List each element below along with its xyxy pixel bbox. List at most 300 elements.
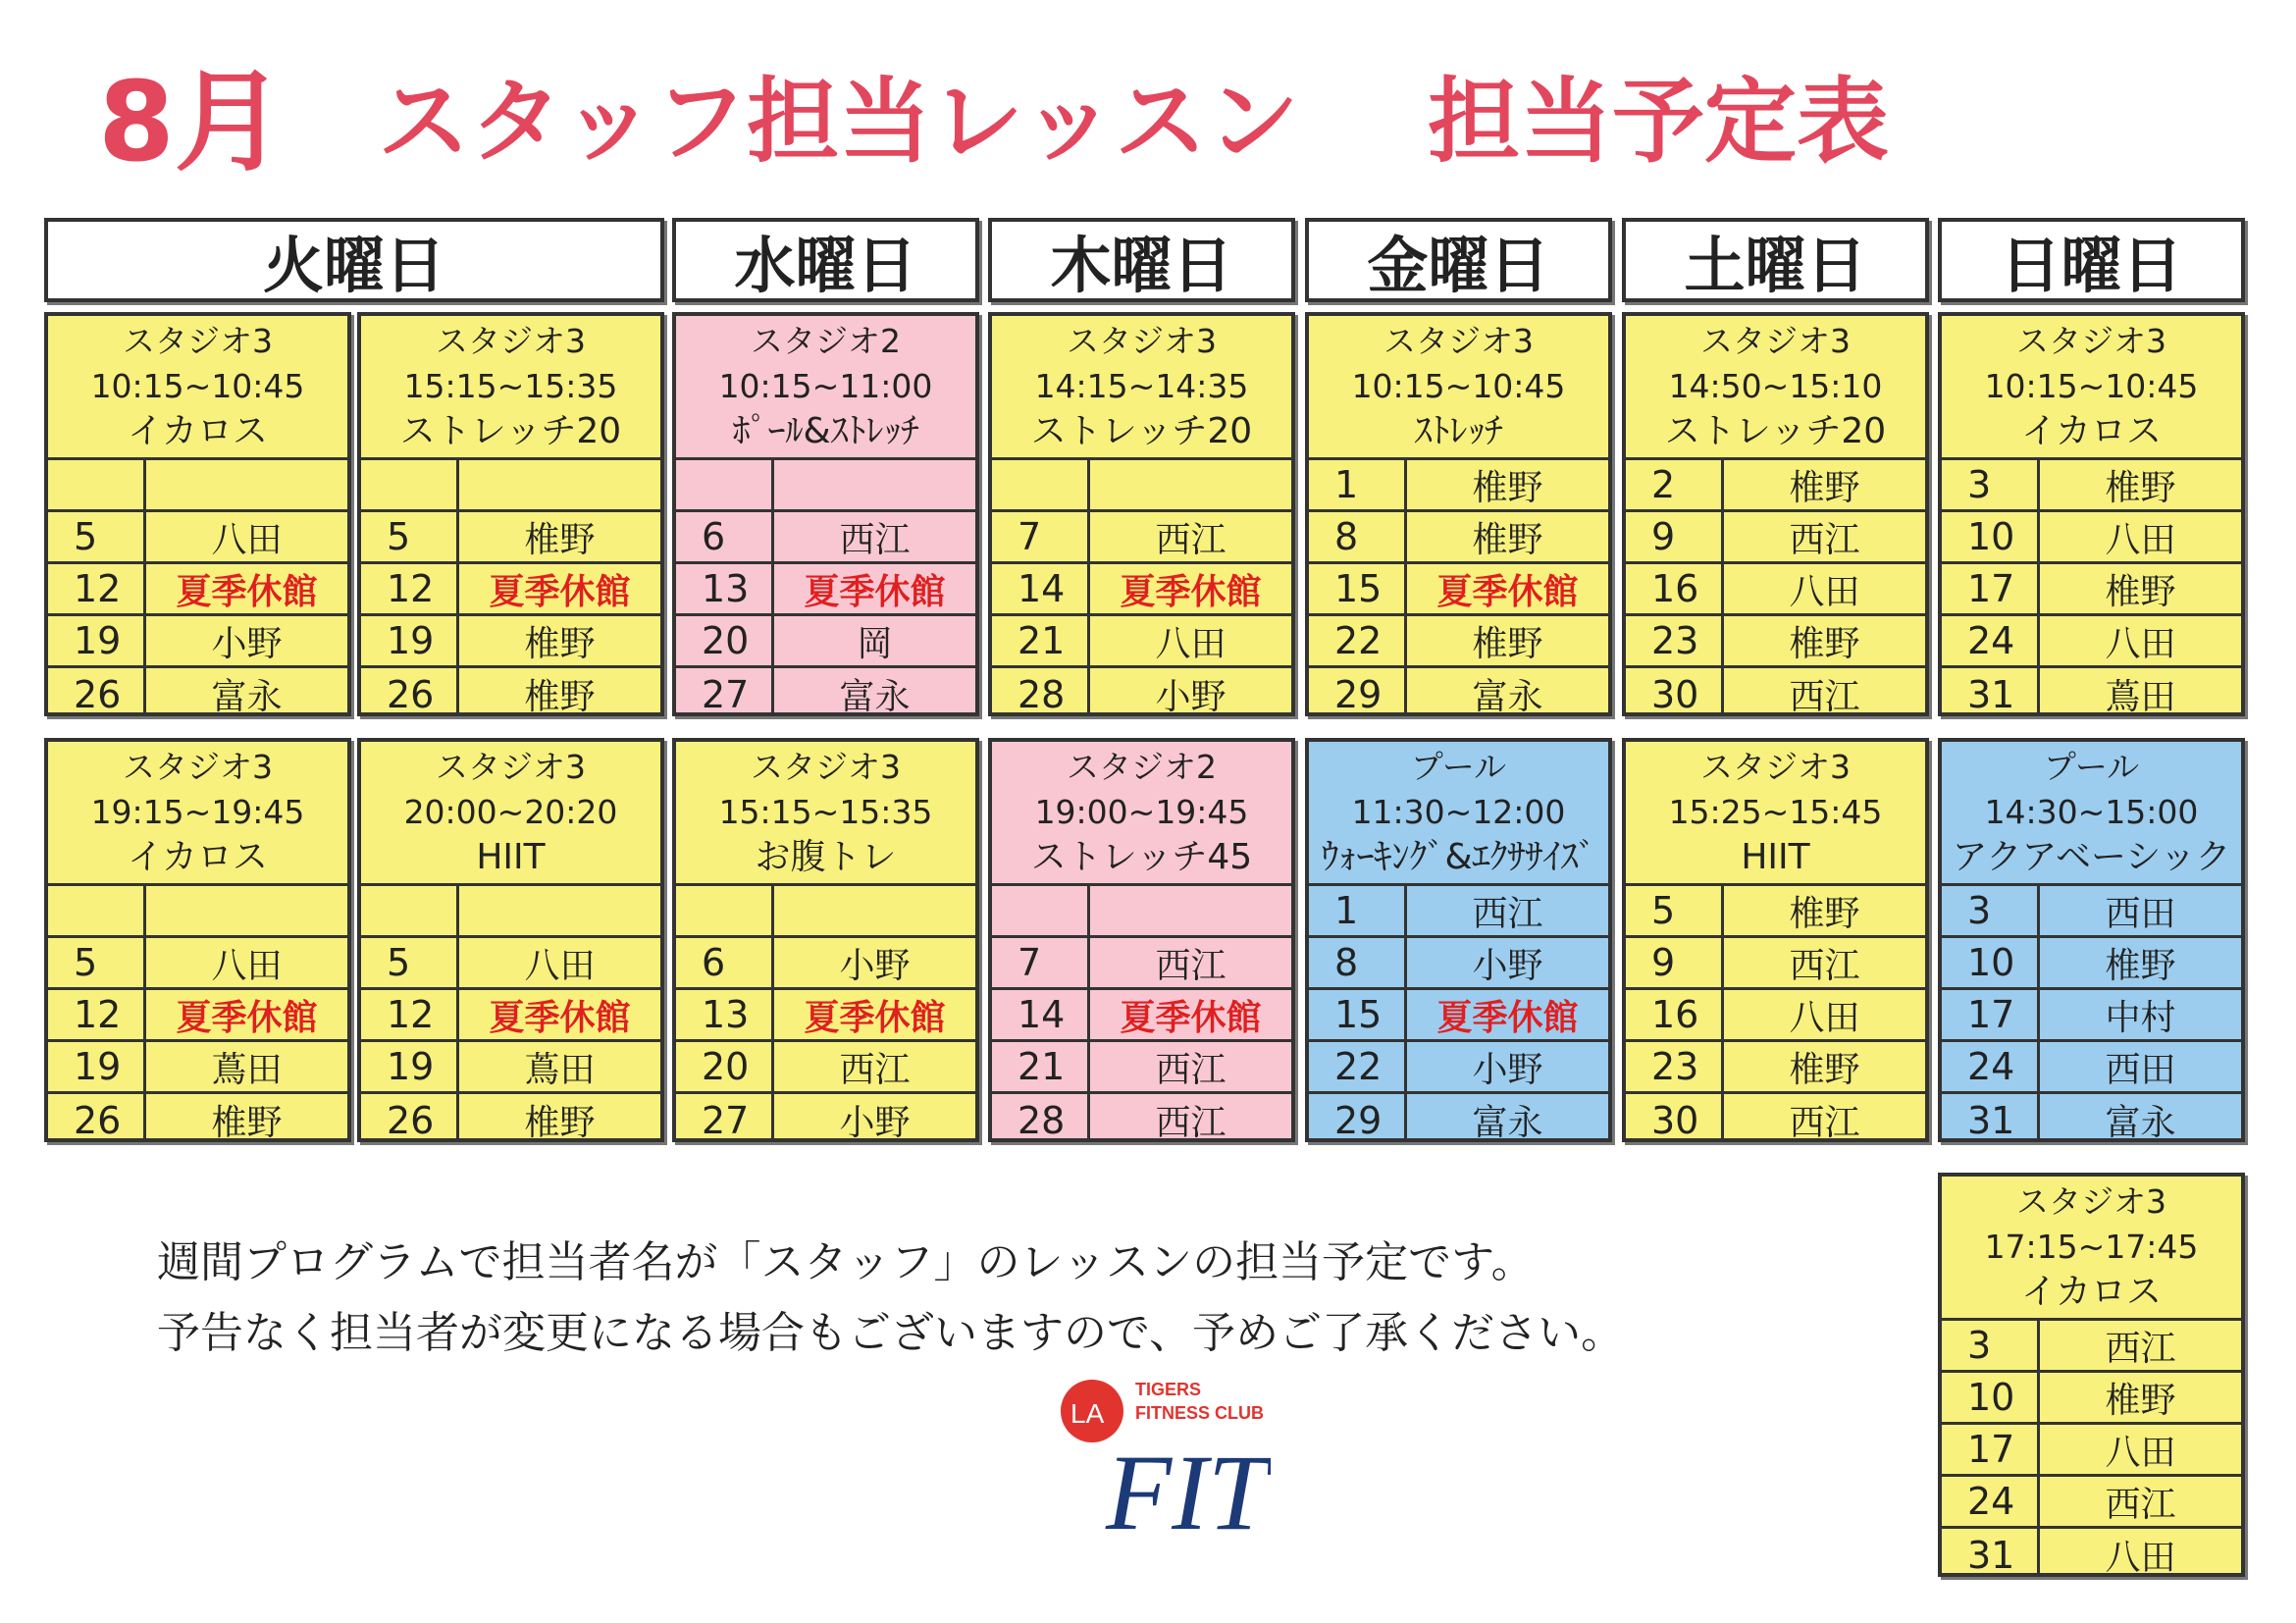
lesson-name: お腹トレ: [755, 837, 897, 877]
schedule-row: [361, 460, 660, 512]
date-cell: 21: [992, 1042, 1090, 1091]
closed-cell: 夏季休館: [804, 571, 946, 612]
schedule-row: [48, 938, 347, 990]
schedule-row: [361, 564, 660, 616]
date-cell: 14: [992, 990, 1090, 1039]
lesson-name: ﾎﾟｰﾙ&ｽﾄﾚｯﾁ: [732, 411, 919, 451]
schedule-row: [1942, 1042, 2241, 1094]
closed-cell: 夏季休館: [489, 571, 631, 612]
schedule-row: [676, 564, 975, 616]
studio-name: スタジオ3: [1700, 748, 1851, 786]
instructor-cell: 西江: [839, 1049, 911, 1090]
day-header-saturday: 土曜日: [1622, 218, 1929, 302]
closed-cell: 夏季休館: [489, 997, 631, 1038]
instructor-cell: [774, 886, 975, 935]
studio-name: スタジオ3: [2016, 1182, 2166, 1221]
lesson-time: 10:15~10:45: [1984, 367, 2199, 405]
date-cell: 19: [48, 616, 146, 665]
instructor-cell: 八田: [2105, 623, 2176, 664]
schedule-row: [1626, 886, 1925, 938]
club-logo: [1055, 1372, 1271, 1564]
date-cell: 31: [1942, 668, 2040, 716]
instructor-cell: 八田: [2105, 1432, 2176, 1473]
date-cell: [361, 886, 459, 935]
instructor-cell: 蔦田: [2105, 677, 2176, 716]
date-cell: 15: [1309, 990, 1407, 1039]
date-cell: 7: [992, 938, 1090, 987]
date-cell: [361, 460, 459, 509]
lesson-header: [48, 316, 347, 460]
date-cell: 23: [1626, 616, 1724, 665]
lesson-time: 19:00~19:45: [1034, 793, 1249, 831]
closed-cell: 夏季休館: [1120, 571, 1262, 612]
schedule-row: [1309, 938, 1608, 990]
studio-name: スタジオ2: [1067, 748, 1217, 786]
lesson-name: イカロス: [128, 411, 268, 451]
date-cell: [992, 460, 1090, 509]
lesson-time: 19:15~19:45: [90, 793, 305, 831]
lesson-header: [676, 742, 975, 886]
lesson-time: 14:50~15:10: [1668, 367, 1883, 405]
date-cell: 24: [1942, 1042, 2040, 1091]
date-cell: 31: [1942, 1094, 2040, 1142]
lesson-time: 14:15~14:35: [1034, 367, 1249, 405]
instructor-cell: [459, 886, 660, 935]
date-cell: 29: [1309, 1094, 1407, 1142]
date-cell: 20: [676, 616, 774, 665]
schedule-row: [676, 512, 975, 564]
studio-name: スタジオ3: [123, 322, 273, 360]
lesson-header: [992, 742, 1291, 886]
instructor-cell: 岡: [857, 623, 893, 664]
date-cell: 5: [1626, 886, 1724, 935]
date-cell: 6: [676, 938, 774, 987]
schedule-row: [1942, 564, 2241, 616]
note-line-1: 週間プログラムで担当者名が「スタッフ」のレッスンの担当予定です。: [157, 1237, 1535, 1287]
lesson-name: イカロス: [2021, 1272, 2162, 1312]
date-cell: 12: [361, 990, 459, 1039]
logo-mark: FIT: [1106, 1433, 1268, 1552]
lesson-time: 15:25~15:45: [1668, 793, 1883, 831]
date-cell: 12: [48, 990, 146, 1039]
schedule-row: [992, 886, 1291, 938]
lesson-card: [1938, 1173, 2245, 1577]
lesson-header: [48, 742, 347, 886]
date-cell: 5: [361, 512, 459, 561]
date-cell: 5: [48, 512, 146, 561]
date-cell: 7: [992, 512, 1090, 561]
schedule-row: [1309, 990, 1608, 1042]
date-cell: 10: [1942, 1373, 2040, 1422]
schedule-row: [1309, 460, 1608, 512]
date-cell: 3: [1942, 460, 2040, 509]
date-cell: 17: [1942, 1425, 2040, 1474]
schedule-row: [1942, 1094, 2241, 1142]
studio-name: スタジオ3: [2016, 322, 2166, 360]
schedule-row: [48, 1094, 347, 1142]
instructor-cell: 西江: [1155, 945, 1226, 986]
lesson-card: [44, 312, 351, 716]
lesson-card: [1938, 738, 2245, 1142]
lesson-time: 10:15~11:00: [718, 367, 933, 405]
schedule-row: [1309, 512, 1608, 564]
schedule-row: [1626, 616, 1925, 668]
instructor-cell: 小野: [839, 945, 911, 986]
instructor-cell: 椎野: [1472, 519, 1543, 560]
lesson-name: HIIT: [1741, 837, 1810, 877]
instructor-cell: 富永: [2105, 1103, 2176, 1142]
instructor-cell: 小野: [1155, 677, 1226, 716]
instructor-cell: 富永: [839, 677, 911, 716]
instructor-cell: 椎野: [1472, 467, 1543, 508]
day-header-thursday: 木曜日: [988, 218, 1295, 302]
schedule-row: [1942, 668, 2241, 716]
date-cell: 5: [361, 938, 459, 987]
lesson-card: [1622, 312, 1929, 716]
date-cell: 12: [48, 564, 146, 613]
schedule-row: [676, 886, 975, 938]
schedule-row: [1942, 1529, 2241, 1577]
date-cell: 6: [676, 512, 774, 561]
schedule-row: [48, 564, 347, 616]
note-line-2: 予告なく担当者が変更になる場合もございますので、予めご了承ください。: [157, 1308, 1625, 1358]
instructor-cell: 椎野: [524, 677, 596, 716]
studio-name: スタジオ3: [751, 748, 901, 786]
lesson-card: [672, 738, 979, 1142]
schedule-row: [1942, 1477, 2241, 1529]
instructor-cell: 八田: [1789, 571, 1860, 612]
date-cell: 21: [992, 616, 1090, 665]
schedule-row: [361, 1094, 660, 1142]
schedule-row: [1309, 564, 1608, 616]
logo-line-2: FITNESS CLUB: [1135, 1403, 1265, 1423]
lesson-card: [988, 738, 1295, 1142]
schedule-row: [992, 616, 1291, 668]
lesson-name: ストレッチ45: [1030, 837, 1253, 877]
date-cell: 8: [1309, 938, 1407, 987]
instructor-cell: 椎野: [1789, 623, 1860, 664]
schedule-row: [676, 616, 975, 668]
date-cell: 29: [1309, 668, 1407, 716]
instructor-cell: 小野: [1472, 945, 1543, 986]
schedule-row: [1626, 990, 1925, 1042]
instructor-cell: 椎野: [1789, 467, 1860, 508]
schedule-row: [1626, 1042, 1925, 1094]
schedule-row: [361, 668, 660, 716]
date-cell: 10: [1942, 512, 2040, 561]
instructor-cell: 椎野: [2105, 571, 2176, 612]
lesson-time: 17:15~17:45: [1984, 1228, 2199, 1266]
closed-cell: 夏季休館: [804, 997, 946, 1038]
instructor-cell: 椎野: [1789, 1049, 1860, 1090]
day-header-sunday: 日曜日: [1938, 218, 2245, 302]
schedule-row: [48, 460, 347, 512]
instructor-cell: 中村: [2105, 997, 2176, 1038]
closed-cell: 夏季休館: [1120, 997, 1262, 1038]
date-cell: 10: [1942, 938, 2040, 987]
date-cell: 30: [1626, 668, 1724, 716]
instructor-cell: 八田: [524, 945, 596, 986]
instructor-cell: [774, 460, 975, 509]
schedule-row: [48, 668, 347, 716]
schedule-row: [1309, 616, 1608, 668]
date-cell: 27: [676, 668, 774, 716]
schedule-row: [1309, 668, 1608, 716]
date-cell: 19: [48, 1042, 146, 1091]
schedule-row: [992, 938, 1291, 990]
instructor-cell: 富永: [1472, 1103, 1543, 1142]
date-cell: 1: [1309, 886, 1407, 935]
schedule-row: [1309, 886, 1608, 938]
studio-name: スタジオ3: [436, 322, 586, 360]
lesson-header: [676, 316, 975, 460]
schedule-row: [361, 938, 660, 990]
lesson-header: [992, 316, 1291, 460]
date-cell: 16: [1626, 564, 1724, 613]
date-cell: 27: [676, 1094, 774, 1142]
lesson-header: [361, 742, 660, 886]
schedule-row: [1942, 616, 2241, 668]
schedule-row: [361, 616, 660, 668]
date-cell: 19: [361, 616, 459, 665]
instructor-cell: 西田: [2105, 893, 2176, 934]
schedule-row: [1626, 668, 1925, 716]
schedule-row: [1942, 460, 2241, 512]
schedule-row: [48, 616, 347, 668]
lesson-name: イカロス: [128, 837, 268, 877]
title-main: スタッフ担当レッスン: [378, 69, 1300, 176]
instructor-cell: 西江: [1155, 519, 1226, 560]
date-cell: 3: [1942, 1321, 2040, 1370]
date-cell: 26: [48, 668, 146, 716]
date-cell: [676, 886, 774, 935]
lesson-header: [1942, 742, 2241, 886]
lesson-header: [1626, 316, 1925, 460]
lesson-name: ストレッチ20: [1030, 411, 1253, 451]
schedule-row: [992, 460, 1291, 512]
lesson-card: [357, 738, 664, 1142]
date-cell: 13: [676, 990, 774, 1039]
studio-name: スタジオ3: [436, 748, 586, 786]
studio-name: スタジオ3: [123, 748, 273, 786]
date-cell: 20: [676, 1042, 774, 1091]
lesson-name: ストレッチ20: [399, 411, 622, 451]
schedule-row: [1626, 460, 1925, 512]
lesson-header: [1626, 742, 1925, 886]
date-cell: 26: [361, 1094, 459, 1142]
instructor-cell: 西江: [1789, 519, 1860, 560]
lesson-card: [1622, 738, 1929, 1142]
date-cell: 9: [1626, 512, 1724, 561]
instructor-cell: 西江: [1789, 1103, 1860, 1142]
schedule-row: [48, 886, 347, 938]
lesson-card: [988, 312, 1295, 716]
day-header-wednesday: 水曜日: [672, 218, 979, 302]
date-cell: 14: [992, 564, 1090, 613]
schedule-row: [676, 668, 975, 716]
instructor-cell: 椎野: [1472, 623, 1543, 664]
lesson-card: [44, 738, 351, 1142]
lesson-name: ｳｫｰｷﾝｸﾞ&ｴｸｻｻｲｽﾞ: [1321, 837, 1596, 877]
schedule-row: [361, 990, 660, 1042]
schedule-row: [48, 512, 347, 564]
schedule-row: [1626, 938, 1925, 990]
date-cell: 24: [1942, 1477, 2040, 1526]
instructor-cell: 八田: [2105, 1538, 2176, 1577]
date-cell: 31: [1942, 1529, 2040, 1577]
instructor-cell: [459, 460, 660, 509]
date-cell: 3: [1942, 886, 2040, 935]
lesson-time: 15:15~15:35: [718, 793, 933, 831]
closed-cell: 夏季休館: [176, 571, 318, 612]
day-header-tuesday: 火曜日: [44, 218, 664, 302]
lesson-card: [1305, 312, 1612, 716]
schedule-row: [48, 1042, 347, 1094]
date-cell: 5: [48, 938, 146, 987]
studio-name: スタジオ3: [1383, 322, 1534, 360]
day-header-friday: 金曜日: [1305, 218, 1612, 302]
lesson-time: 10:15~10:45: [90, 367, 305, 405]
lesson-name: HIIT: [476, 837, 546, 877]
instructor-cell: 八田: [211, 519, 283, 560]
lesson-time: 10:15~10:45: [1351, 367, 1566, 405]
date-cell: 16: [1626, 990, 1724, 1039]
lesson-header: [361, 316, 660, 460]
instructor-cell: 椎野: [524, 623, 596, 664]
instructor-cell: 富永: [1472, 677, 1543, 716]
instructor-cell: 椎野: [2105, 945, 2176, 986]
date-cell: [48, 460, 146, 509]
instructor-cell: 八田: [2105, 519, 2176, 560]
date-cell: [992, 886, 1090, 935]
schedule-row: [1942, 1425, 2241, 1477]
instructor-cell: [146, 460, 347, 509]
schedule-row: [361, 512, 660, 564]
lesson-time: 20:00~20:20: [403, 793, 618, 831]
instructor-cell: 小野: [211, 623, 283, 664]
lesson-name: ストレッチ20: [1664, 411, 1887, 451]
schedule-row: [1942, 1373, 2241, 1425]
lesson-time: 15:15~15:35: [403, 367, 618, 405]
instructor-cell: 椎野: [2105, 467, 2176, 508]
date-cell: 9: [1626, 938, 1724, 987]
instructor-cell: 小野: [839, 1103, 911, 1142]
date-cell: [48, 886, 146, 935]
schedule-row: [992, 668, 1291, 716]
instructor-cell: 西江: [839, 519, 911, 560]
date-cell: 2: [1626, 460, 1724, 509]
schedule-row: [1942, 886, 2241, 938]
instructor-cell: 椎野: [524, 1103, 596, 1142]
instructor-cell: 西江: [2105, 1484, 2176, 1525]
logo-la: LA: [1070, 1398, 1105, 1429]
schedule-row: [1309, 1042, 1608, 1094]
date-cell: 15: [1309, 564, 1407, 613]
lesson-card: [672, 312, 979, 716]
date-cell: 23: [1626, 1042, 1724, 1091]
instructor-cell: 椎野: [524, 519, 596, 560]
schedule-row: [992, 1094, 1291, 1142]
schedule-row: [1309, 1094, 1608, 1142]
instructor-cell: 八田: [211, 945, 283, 986]
closed-cell: 夏季休館: [176, 997, 318, 1038]
instructor-cell: 西江: [1472, 893, 1543, 934]
date-cell: 1: [1309, 460, 1407, 509]
date-cell: 28: [992, 668, 1090, 716]
schedule-row: [1942, 938, 2241, 990]
date-cell: 22: [1309, 616, 1407, 665]
instructor-cell: [1090, 886, 1291, 935]
page-title: [0, 59, 2296, 186]
schedule-row: [992, 1042, 1291, 1094]
lesson-header: [1942, 316, 2241, 460]
lesson-card: [1938, 312, 2245, 716]
logo-line-1: TIGERS: [1135, 1380, 1202, 1399]
instructor-cell: 西江: [1155, 1103, 1226, 1142]
title-month: 8月: [98, 59, 285, 186]
instructor-cell: 西江: [1155, 1049, 1226, 1090]
date-cell: 17: [1942, 564, 2040, 613]
instructor-cell: [146, 886, 347, 935]
studio-name: スタジオ3: [1067, 322, 1217, 360]
title-sub: 担当予定表: [1428, 69, 1890, 176]
instructor-cell: 蔦田: [211, 1049, 283, 1090]
lesson-time: 11:30~12:00: [1351, 793, 1566, 831]
schedule-row: [48, 990, 347, 1042]
instructor-cell: 小野: [1472, 1049, 1543, 1090]
schedule-row: [361, 1042, 660, 1094]
date-cell: 28: [992, 1094, 1090, 1142]
closed-cell: 夏季休館: [1436, 997, 1579, 1038]
lesson-name: アクアベーシック: [1952, 837, 2231, 877]
schedule-row: [992, 512, 1291, 564]
instructor-cell: 八田: [1789, 997, 1860, 1038]
closed-cell: 夏季休館: [1436, 571, 1579, 612]
schedule-row: [1942, 990, 2241, 1042]
instructor-cell: 西江: [1789, 677, 1860, 716]
lesson-header: [1942, 1177, 2241, 1321]
lesson-header: [1309, 742, 1608, 886]
schedule-row: [1942, 512, 2241, 564]
lesson-name: イカロス: [2021, 411, 2162, 451]
instructor-cell: 椎野: [2105, 1380, 2176, 1421]
lesson-header: [1309, 316, 1608, 460]
schedule-row: [1626, 512, 1925, 564]
schedule-row: [676, 1094, 975, 1142]
lesson-time: 14:30~15:00: [1984, 793, 2199, 831]
schedule-row: [1942, 1321, 2241, 1373]
instructor-cell: 蔦田: [524, 1049, 596, 1090]
instructor-cell: [1090, 460, 1291, 509]
date-cell: 19: [361, 1042, 459, 1091]
studio-name: プール: [2043, 748, 2140, 786]
schedule-row: [676, 938, 975, 990]
studio-name: スタジオ2: [751, 322, 901, 360]
schedule-row: [992, 564, 1291, 616]
schedule-row: [676, 990, 975, 1042]
instructor-cell: 西田: [2105, 1049, 2176, 1090]
date-cell: 12: [361, 564, 459, 613]
instructor-cell: 八田: [1155, 623, 1226, 664]
schedule-row: [676, 1042, 975, 1094]
date-cell: 17: [1942, 990, 2040, 1039]
studio-name: プール: [1410, 748, 1507, 786]
date-cell: 8: [1309, 512, 1407, 561]
lesson-card: [357, 312, 664, 716]
instructor-cell: 椎野: [1789, 893, 1860, 934]
schedule-row: [361, 886, 660, 938]
date-cell: 26: [361, 668, 459, 716]
